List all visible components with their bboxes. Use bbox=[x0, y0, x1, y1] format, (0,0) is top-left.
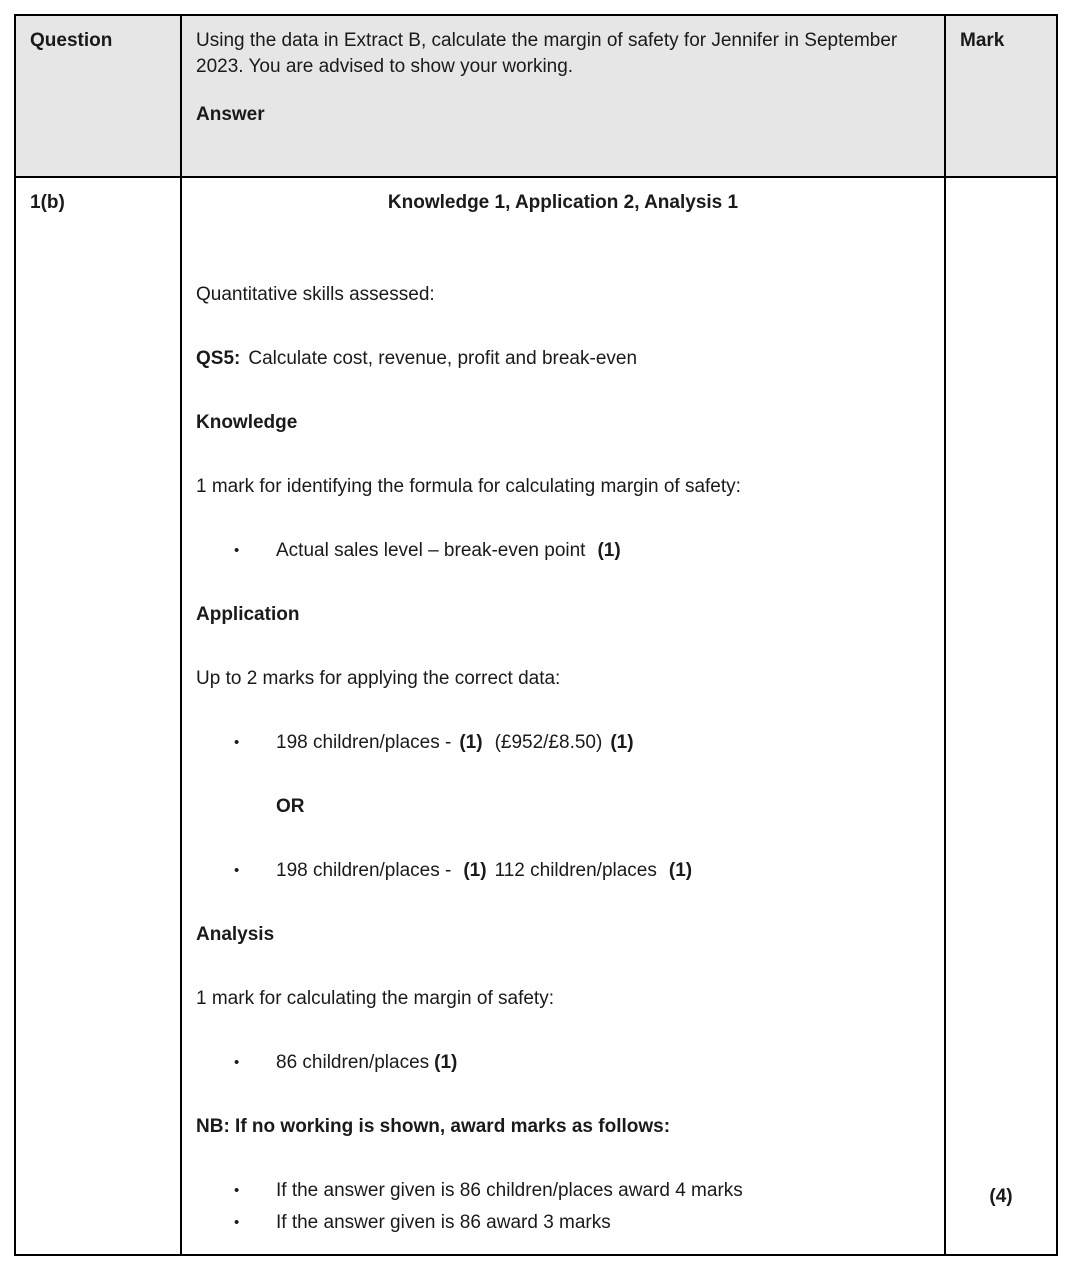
application-heading: Application bbox=[196, 604, 300, 625]
question-text: Using the data in Extract B, calculate the margin of safety for Jennifer in September 2023. You are advised to show your working. bbox=[196, 30, 898, 77]
question-column-header bbox=[15, 15, 181, 177]
answer-cell bbox=[181, 177, 945, 1255]
table-body-row bbox=[15, 177, 1057, 1255]
application-bullet-2-text-2: 112 children/places bbox=[494, 860, 657, 881]
qs5-text: Calculate cost, revenue, profit and break-even bbox=[248, 348, 638, 369]
application-intro: Up to 2 marks for applying the correct data: bbox=[196, 668, 561, 689]
answer-label: Answer bbox=[196, 104, 265, 125]
knowledge-intro: 1 mark for identifying the formula for calculating margin of safety: bbox=[196, 476, 741, 497]
mark-label: Mark bbox=[960, 30, 1005, 51]
quantitative-skills-intro: Quantitative skills assessed: bbox=[196, 284, 435, 305]
question-number: 1(b) bbox=[30, 192, 65, 213]
knowledge-heading: Knowledge bbox=[196, 412, 298, 433]
application-bullet-1-mark-2: (1) bbox=[610, 732, 634, 753]
application-bullet-2-content bbox=[276, 858, 930, 884]
bullet-icon: • bbox=[234, 1182, 240, 1199]
bullet-icon: • bbox=[234, 734, 240, 751]
question-label: Question bbox=[30, 30, 113, 51]
nb-bullet-2 bbox=[196, 1210, 930, 1236]
mark-value: (4) bbox=[989, 1186, 1013, 1207]
nb-bullet-1-text: If the answer given is 86 children/places award 4 marks bbox=[276, 1180, 743, 1201]
application-bullet-1-content bbox=[276, 730, 930, 756]
or-label: OR bbox=[276, 796, 305, 817]
question-number-cell bbox=[15, 177, 181, 1255]
knowledge-bullet-mark: (1) bbox=[597, 540, 621, 561]
analysis-bullet-text: 86 children/places bbox=[276, 1052, 430, 1073]
nb-bullet-2-text: If the answer given is 86 award 3 marks bbox=[276, 1212, 611, 1233]
mark-column-header bbox=[945, 15, 1057, 177]
application-bullet-2 bbox=[196, 858, 930, 884]
nb-heading: NB: If no working is shown, award marks as follows: bbox=[196, 1116, 671, 1137]
knowledge-bullet bbox=[196, 538, 930, 564]
bullet-icon: • bbox=[234, 1214, 240, 1231]
application-bullet-1-mark-1: (1) bbox=[459, 732, 483, 753]
bullet-icon: • bbox=[234, 1054, 240, 1071]
application-bullet-2-mark-2: (1) bbox=[668, 860, 693, 881]
application-bullet-1-text-2: (£952/£8.50) bbox=[494, 732, 603, 753]
mark-scheme-table bbox=[14, 14, 1058, 1256]
analysis-bullet-content bbox=[276, 1050, 930, 1076]
application-bullet-1 bbox=[196, 730, 930, 756]
qs5-line bbox=[196, 346, 930, 372]
bullet-icon: • bbox=[234, 542, 240, 559]
knowledge-bullet-text: Actual sales level – break-even point bbox=[276, 540, 586, 561]
nb-bullet-1 bbox=[196, 1178, 930, 1204]
bullet-icon: • bbox=[234, 862, 240, 879]
assessment-objectives-heading: Knowledge 1, Application 2, Analysis 1 bbox=[387, 192, 739, 213]
knowledge-bullet-content bbox=[276, 538, 930, 564]
table-header-row bbox=[15, 15, 1057, 177]
analysis-intro: 1 mark for calculating the margin of safety: bbox=[196, 988, 554, 1009]
analysis-heading: Analysis bbox=[196, 924, 275, 945]
analysis-bullet-mark: (1) bbox=[434, 1052, 458, 1073]
application-bullet-2-text: 198 children/places - bbox=[276, 860, 452, 881]
application-bullet-2-mark-1: (1) bbox=[463, 860, 487, 881]
mark-cell bbox=[945, 177, 1057, 1255]
analysis-bullet bbox=[196, 1050, 930, 1076]
qs5-label: QS5: bbox=[196, 348, 241, 369]
application-bullet-1-text: 198 children/places - bbox=[276, 732, 452, 753]
question-cell bbox=[181, 15, 945, 177]
